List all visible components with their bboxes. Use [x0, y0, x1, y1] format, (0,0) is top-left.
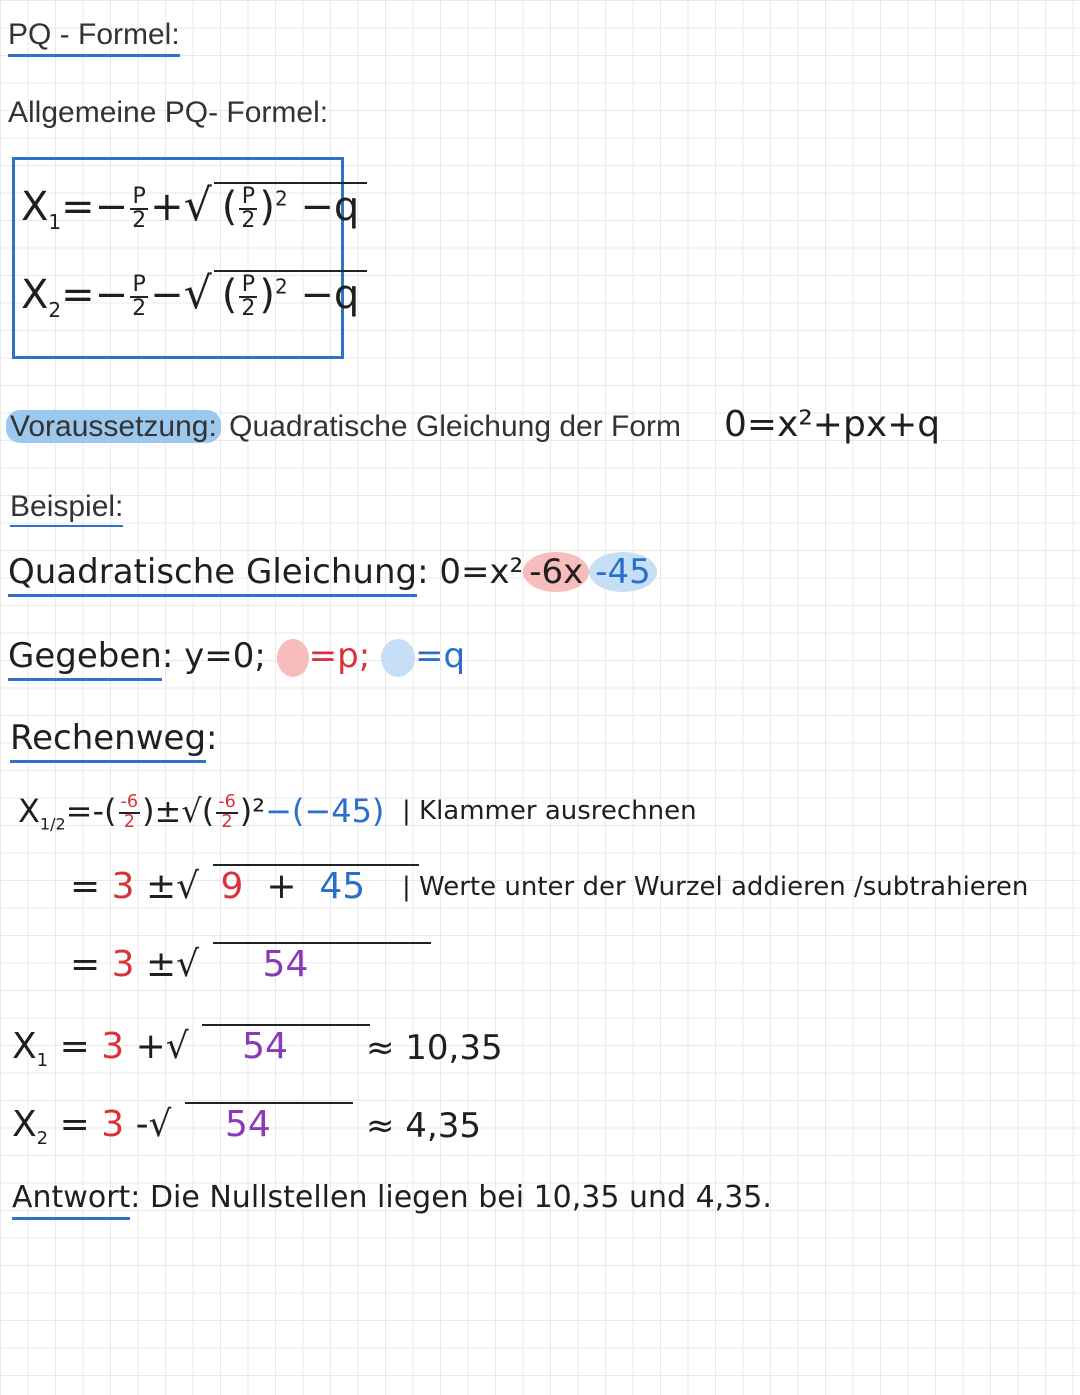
frac-den: 2 — [132, 208, 147, 233]
gegeben-line — [8, 636, 465, 677]
x1-var: X — [21, 184, 49, 230]
x-sub: 1 — [36, 1050, 49, 1072]
eq: = — [70, 944, 101, 985]
antwort-text: : Die Nullstellen liegen bei 10,35 und 4,35. — [130, 1180, 772, 1215]
p-half-frac — [130, 274, 148, 320]
x1-radicand: ( $\frac{P}{2}$ )$^2$ −q — [214, 182, 368, 232]
radicand-2 — [213, 864, 419, 907]
subtitle: Allgemeine PQ- Formel: — [8, 96, 329, 129]
gegeben-label: Gegeben — [8, 636, 162, 681]
square-exp: ² — [252, 792, 266, 830]
x2-op: − — [150, 272, 184, 318]
gleichung-line — [8, 552, 657, 592]
fortyfive: 45 — [319, 866, 366, 907]
root-sign: √ — [183, 180, 212, 231]
x1-eq: =− — [61, 184, 129, 230]
square-exp: 2 — [274, 186, 288, 211]
x2-eq: =− — [61, 272, 129, 318]
voraussetzung-form: 0=x²+px+q — [724, 404, 941, 445]
x2-radicand: ( $\frac{P}{2}$ )$^2$ −q — [214, 270, 368, 320]
rechenweg-line — [10, 718, 218, 758]
gegeben-y: y=0; — [184, 636, 266, 676]
antwort-line — [12, 1180, 772, 1215]
formula-x1 — [21, 180, 367, 234]
beispiel-heading — [10, 490, 123, 524]
x2-var: X — [21, 272, 49, 318]
voraussetzung-label: Voraussetzung: — [6, 410, 221, 443]
q-term: -45 — [589, 552, 657, 592]
three: 3 — [101, 1026, 125, 1067]
page-title-text: PQ - Formel: — [8, 18, 180, 51]
frac-den: 2 — [132, 296, 147, 321]
approx-x2: ≈ 4,35 — [366, 1106, 481, 1146]
frac-num: P — [130, 186, 148, 210]
frac-num: P — [130, 274, 148, 298]
x-var: X — [12, 1104, 37, 1145]
frac-den: 2 — [241, 208, 256, 233]
three: 3 — [101, 1104, 125, 1145]
antwort-label: Antwort — [12, 1180, 130, 1220]
beispiel-label: Beispiel: — [10, 490, 123, 527]
frac-num: -6 — [120, 792, 139, 813]
root-sign: √ — [183, 268, 212, 319]
op-root: -√ — [135, 1104, 172, 1145]
x-var: X — [12, 1026, 37, 1067]
q-eq: =q — [414, 636, 466, 676]
voraussetzung-text: Quadratische Gleichung der Form — [229, 410, 682, 443]
p-half-frac — [130, 186, 148, 232]
plus: + — [266, 866, 297, 907]
expr-start: =-( — [65, 792, 117, 830]
three: 3 — [111, 944, 135, 985]
frac-den: 2 — [241, 296, 256, 321]
frac-den: 2 — [123, 812, 135, 832]
frac-num: P — [239, 274, 257, 298]
frac-minus6-2 — [119, 794, 141, 831]
square-exp: 2 — [274, 274, 288, 299]
page-title — [8, 18, 180, 57]
approx-x1: ≈ 10,35 — [366, 1028, 503, 1068]
p-half-frac-inner — [239, 274, 257, 320]
q-marker — [381, 639, 415, 677]
gleichung-prefix: 0=x² — [439, 552, 524, 592]
frac-num: -6 — [218, 792, 236, 813]
formula-x2 — [21, 268, 367, 322]
three: 3 — [111, 866, 135, 907]
op-root: +√ — [135, 1026, 189, 1067]
result-x1 — [12, 1024, 370, 1071]
voraussetzung-line — [6, 410, 681, 444]
colon: : — [417, 552, 429, 592]
rechenweg-label: Rechenweg — [10, 718, 206, 763]
x-var: X — [18, 792, 40, 830]
frac-num: P — [239, 186, 257, 210]
gleichung-label: Quadratische Gleichung — [8, 552, 417, 597]
value-54: 54 — [213, 942, 431, 985]
frac-den: 2 — [221, 812, 233, 832]
pq-formula-box — [12, 157, 360, 359]
x-sub: 1/2 — [39, 814, 66, 834]
step-2 — [70, 864, 419, 907]
colon: : — [161, 636, 174, 676]
minus-q: −q — [300, 272, 360, 318]
pm-root: ±√ — [145, 866, 200, 907]
step-1: $X_{1/2}=-$( $\frac{-6}{2}$ )±√( $\frac{-6}{2}$ )²−(−45) — [18, 792, 385, 834]
expr-mid: )±√( — [142, 792, 215, 830]
note-klammer: | Klammer ausrechnen — [402, 796, 697, 826]
value-54: 54 — [185, 1102, 353, 1145]
step-3 — [70, 942, 431, 985]
x1-op: + — [150, 184, 184, 230]
result-x2 — [12, 1102, 353, 1149]
x2-sub: 2 — [48, 298, 62, 322]
eq: = — [59, 1026, 90, 1067]
note-werte: | Werte unter der Wurzel addieren /subtrahieren — [402, 872, 1029, 902]
value-54: 54 — [202, 1024, 370, 1067]
nine: 9 — [220, 866, 244, 907]
p-half-frac-inner — [239, 186, 257, 232]
p-eq: =p; — [308, 636, 371, 676]
x-sub: 2 — [36, 1128, 49, 1150]
frac-minus6-2 — [216, 794, 238, 831]
x1-sub: 1 — [48, 210, 62, 234]
pm-root: ±√ — [145, 944, 200, 985]
eq: = — [70, 866, 101, 907]
sub-term: −(−45) — [265, 792, 385, 830]
p-marker — [277, 639, 309, 677]
p-term: -6x — [523, 552, 589, 592]
colon: : — [206, 718, 218, 758]
minus-q: −q — [300, 184, 360, 230]
eq: = — [59, 1104, 90, 1145]
